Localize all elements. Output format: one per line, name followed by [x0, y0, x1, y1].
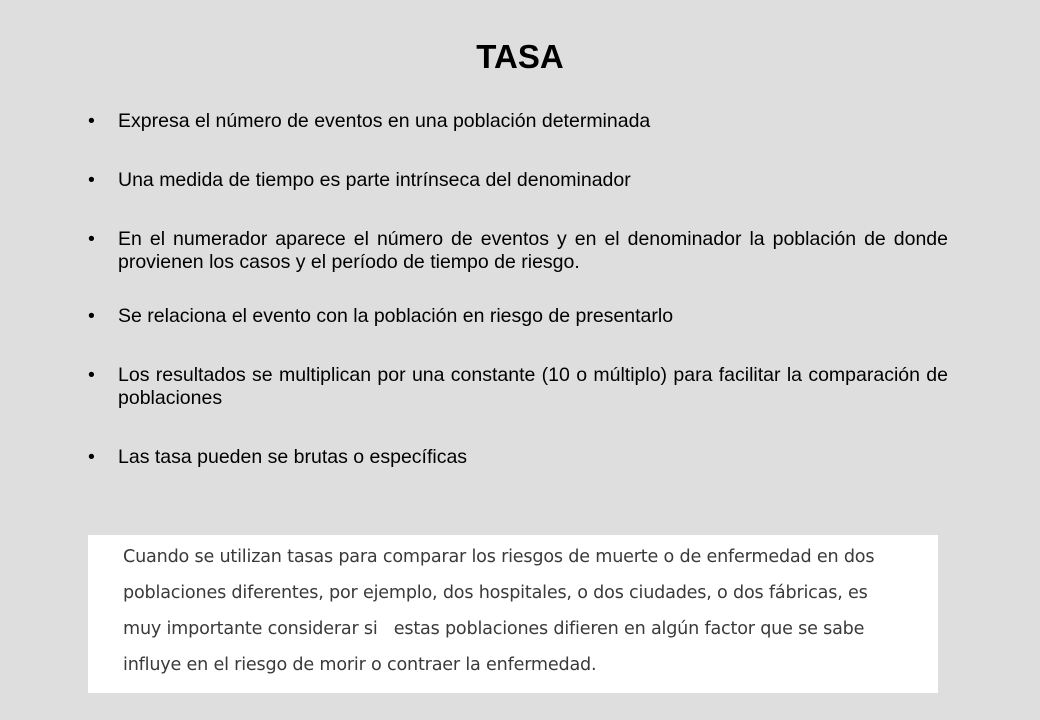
bullet-item: • En el numerador aparece el número de eventos y en el denominador la población de donde provienen los casos y el período de tiempo de riesgo. — [88, 228, 948, 274]
bullet-item: • Los resultados se multiplican por una constante (10 o múltiplo) para facilitar la comparación de poblaciones — [88, 364, 948, 410]
quote-line: Cuando se utilizan tasas para comparar los riesgos de muerte o de enfermedad en dos — [123, 547, 875, 567]
bullet-item: • Se relaciona el evento con la población en riesgo de presentarlo — [88, 305, 948, 328]
quote-box — [88, 535, 938, 693]
bullet-list — [88, 110, 948, 505]
bullet-item: • Una medida de tiempo es parte intrínseca del denominador — [88, 169, 948, 192]
slide-title: TASA — [476, 38, 564, 75]
quote-line: influye en el riesgo de morir o contraer la enfermedad. — [123, 655, 597, 675]
quote-line: muy importante considerar si estas poblaciones difieren en algún factor que se sabe — [123, 619, 865, 639]
bullet-item: • Las tasa pueden se brutas o específicas — [88, 446, 948, 469]
bullet-item: • Expresa el número de eventos en una población determinada — [88, 110, 948, 133]
quote-line: poblaciones diferentes, por ejemplo, dos hospitales, o dos ciudades, o dos fábricas, es — [123, 583, 868, 603]
